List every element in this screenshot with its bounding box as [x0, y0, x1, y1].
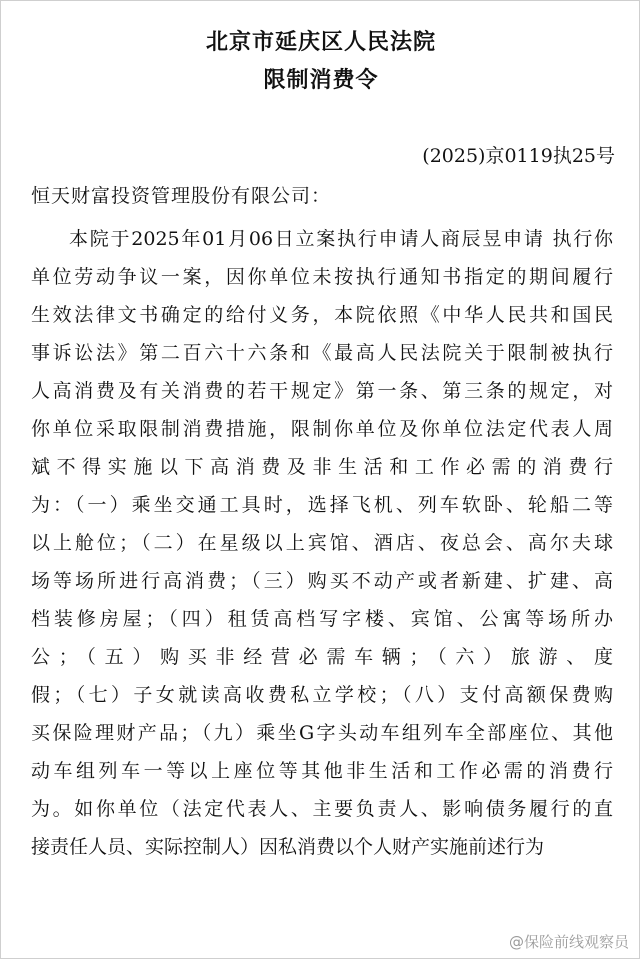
body-line: 你单位采取限制消费措施，限制你单位及你单位法定代表人周 — [31, 418, 613, 440]
body-line: 为。如你单位（法定代表人、主要负责人、影响债务履行的直 — [31, 798, 613, 820]
body-line: 斌不得实施以下高消费及非生活和工作必需的消费行 — [31, 456, 613, 478]
case-number: (2025)京0119执25号 — [422, 145, 615, 167]
body-line: 事诉讼法》第二百六十六条和《最高人民法院关于限制被执行 — [31, 342, 613, 364]
document-title: 限制消费令 — [263, 68, 379, 93]
body-line: 本院于2025年01月06日立案执行申请人商辰昱申请 执行你 — [69, 228, 613, 250]
body-line: 买保险理财产品；（九）乘坐G字头动车组列车全部座位、其他 — [31, 722, 613, 744]
body-line: 以上舱位；（二）在星级以上宾馆、酒店、夜总会、高尔夫球 — [31, 532, 613, 554]
body-line: 生效法律文书确定的给付义务，本院依照《中华人民共和国民 — [31, 304, 613, 326]
body-line: 为：（一）乘坐交通工具时，选择飞机、列车软卧、轮船二等 — [31, 494, 613, 516]
body-line: 动车组列车一等以上座位等其他非生活和工作必需的消费行 — [31, 760, 613, 782]
body-line: 接责任人员、实际控制人）因私消费以个人财产实施前述行为 — [31, 836, 545, 858]
body-line: 单位劳动争议一案，因你单位未按执行通知书指定的期间履行 — [31, 266, 613, 288]
court-name: 北京市延庆区人民法院 — [205, 30, 436, 55]
body-line: 场等场所进行高消费；（三）购买不动产或者新建、扩建、高 — [31, 570, 613, 592]
body-line: 假；（七）子女就读高收费私立学校；（八）支付高额保费购 — [31, 684, 613, 706]
body-line: 档装修房屋；（四）租赁高档写字楼、宾馆、公寓等场所办 — [31, 608, 613, 630]
body-line: 公；（五）购买非经营必需车辆；（六）旅游、度 — [31, 646, 613, 668]
weibo-watermark: @保险前线观察员 — [508, 933, 629, 951]
body-line: 人高消费及有关消费的若干规定》第一条、第三条的规定，对 — [31, 380, 613, 402]
addressee: 恒天财富投资管理股份有限公司： — [31, 185, 332, 207]
